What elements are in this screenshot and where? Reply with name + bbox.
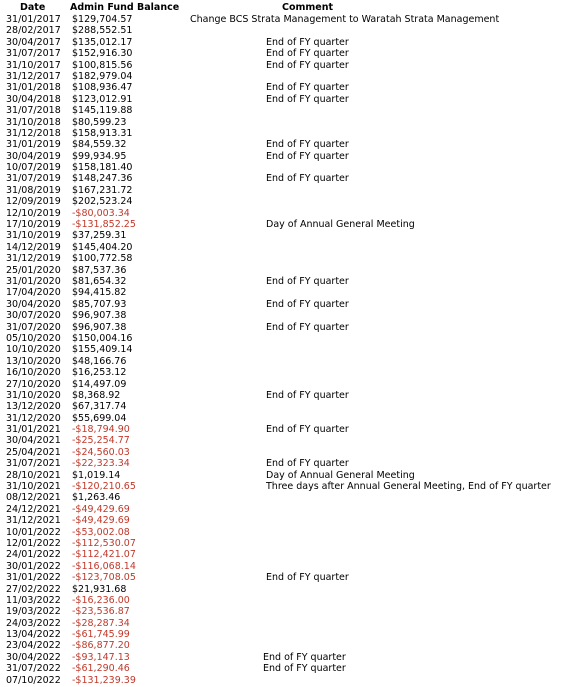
row-balance-negative: -$49,429.69 [72,515,130,527]
row-date: 10/01/2022 [6,526,61,538]
row-date: 19/03/2022 [6,606,61,618]
table-row [0,71,563,82]
row-balance-negative: -$131,852.25 [72,219,136,231]
row-balance-negative: -$53,002.08 [72,526,130,538]
row-date: 13/10/2020 [6,355,61,367]
row-comment: End of FY quarter [266,298,349,310]
row-date: 31/01/2019 [6,139,61,151]
row-date: 12/01/2022 [6,537,61,549]
table-row [0,606,563,617]
row-date: 31/01/2018 [6,82,61,94]
table-row [0,322,563,333]
table-row [0,265,563,276]
table-row [0,675,563,686]
row-balance: $148,247.36 [72,173,133,185]
row-comment: End of FY quarter [263,651,346,663]
row-balance-negative: -$112,421.07 [72,549,136,561]
row-date: 31/07/2021 [6,458,61,470]
row-date: 31/10/2020 [6,389,61,401]
row-balance-negative: -$49,429.69 [72,503,130,515]
row-balance: $55,699.04 [72,412,127,424]
table-row [0,333,563,344]
table-row [0,549,563,560]
row-comment: End of FY quarter [266,572,349,584]
table-row [0,48,563,59]
row-balance: $96,907.38 [72,321,127,333]
row-date: 10/10/2020 [6,344,61,356]
row-date: 28/10/2021 [6,469,61,481]
row-balance-negative: -$23,536.87 [72,606,130,618]
row-date: 31/12/2018 [6,127,61,139]
row-balance: $135,012.17 [72,36,133,48]
row-comment: End of FY quarter [266,93,349,105]
row-balance: $37,259.31 [72,230,127,242]
table-row [0,287,563,298]
row-date: 27/02/2022 [6,583,61,595]
table-row [0,584,563,595]
row-date: 31/08/2019 [6,184,61,196]
table-row [0,208,563,219]
row-balance-negative: -$28,287.34 [72,617,130,629]
row-date: 27/10/2020 [6,378,61,390]
row-balance: $81,654.32 [72,275,127,287]
row-date: 31/07/2019 [6,173,61,185]
row-balance-negative: -$123,708.05 [72,572,136,584]
table-row [0,424,563,435]
row-balance: $155,409.14 [72,344,133,356]
table-row [0,504,563,515]
row-comment: End of FY quarter [266,59,349,71]
row-balance-negative: -$61,745.99 [72,629,130,641]
table-row [0,527,563,538]
table-row [0,390,563,401]
table-row [0,162,563,173]
row-date: 25/04/2021 [6,446,61,458]
row-comment: End of FY quarter [266,150,349,162]
table-row [0,515,563,526]
comment-column-header: Comment [282,2,334,13]
row-balance: $16,253.12 [72,367,127,379]
row-balance: $152,916.30 [72,48,133,60]
row-comment: End of FY quarter [266,82,349,94]
table-row [0,60,563,71]
row-date: 31/12/2017 [6,70,61,82]
table-row [0,458,563,469]
row-balance: $182,979.04 [72,70,133,82]
row-balance: $96,907.38 [72,310,127,322]
row-date: 30/04/2017 [6,36,61,48]
table-row [0,37,563,48]
table-row [0,538,563,549]
row-date: 28/02/2017 [6,25,61,37]
row-balance: $80,599.23 [72,116,127,128]
table-row [0,652,563,663]
table-row [0,299,563,310]
row-date: 13/12/2020 [6,401,61,413]
row-comment: Change BCS Strata Management to Waratah Strata Management [190,14,500,25]
row-balance-negative: -$16,236.00 [72,594,130,606]
row-date: 13/04/2022 [6,629,61,641]
table-body [0,14,563,686]
row-balance: $21,931.68 [72,583,127,595]
table-row [0,185,563,196]
row-balance-negative: -$116,068.14 [72,560,136,572]
row-date: 17/04/2020 [6,287,61,299]
row-comment: End of FY quarter [266,48,349,60]
table-row [0,276,563,287]
table-row [0,447,563,458]
row-balance: $129,704.57 [72,14,133,25]
row-balance: $8,368.92 [72,389,121,401]
row-balance: $100,815.56 [72,59,133,71]
row-date: 31/01/2021 [6,424,61,436]
row-date: 31/12/2019 [6,253,61,265]
table-row [0,82,563,93]
table-row [0,196,563,207]
table-row [0,117,563,128]
row-balance: $67,317.74 [72,401,127,413]
date-column-header: Date [20,2,46,13]
table-row [0,401,563,412]
row-balance-negative: -$86,877.20 [72,640,130,652]
row-date: 31/07/2018 [6,105,61,117]
row-balance: $1,263.46 [72,492,121,504]
row-date: 16/10/2020 [6,367,61,379]
table-row [0,230,563,241]
row-date: 24/12/2021 [6,503,61,515]
table-row [0,413,563,424]
row-balance-negative: -$80,003.34 [72,207,130,219]
row-date: 31/12/2021 [6,515,61,527]
row-balance: $145,404.20 [72,241,133,253]
table-row [0,492,563,503]
row-balance: $84,559.32 [72,139,127,151]
table-row [0,367,563,378]
row-comment: End of FY quarter [266,139,349,151]
row-comment: Day of Annual General Meeting [266,469,415,481]
row-date: 24/03/2022 [6,617,61,629]
table-row [0,572,563,583]
row-balance: $123,012.91 [72,93,133,105]
table-header-row [0,2,563,14]
table-row [0,242,563,253]
row-date: 30/01/2022 [6,560,61,572]
row-balance-negative: -$112,530.07 [72,537,136,549]
table-row [0,663,563,674]
row-date: 14/12/2019 [6,241,61,253]
row-balance-negative: -$24,560.03 [72,446,130,458]
table-row [0,379,563,390]
row-date: 25/01/2020 [6,264,61,276]
row-date: 31/12/2020 [6,412,61,424]
row-balance: $1,019.14 [72,469,121,481]
row-date: 31/10/2021 [6,481,61,493]
row-comment: End of FY quarter [266,275,349,287]
row-balance: $87,537.36 [72,264,127,276]
row-balance: $202,523.24 [72,196,133,208]
table-row [0,139,563,150]
row-balance: $167,231.72 [72,184,133,196]
table-row [0,561,563,572]
table-row [0,618,563,629]
row-date: 31/07/2020 [6,321,61,333]
table-row [0,629,563,640]
table-row [0,219,563,230]
row-date: 31/01/2020 [6,275,61,287]
row-balance: $150,004.16 [72,332,133,344]
row-balance-negative: -$25,254.77 [72,435,130,447]
row-date: 30/04/2020 [6,298,61,310]
admin-fund-table [0,2,563,686]
row-balance: $14,497.09 [72,378,127,390]
row-date: 31/07/2022 [6,663,61,675]
row-comment: End of FY quarter [266,36,349,48]
row-date: 07/10/2022 [6,674,61,686]
table-row [0,94,563,105]
row-date: 30/04/2018 [6,93,61,105]
table-row [0,128,563,139]
table-row [0,105,563,116]
table-row [0,14,563,25]
table-row [0,595,563,606]
row-comment: Day of Annual General Meeting [266,219,415,231]
row-comment: End of FY quarter [263,663,346,675]
row-comment: End of FY quarter [266,424,349,436]
row-balance-negative: -$93,147.13 [72,651,130,663]
row-comment: End of FY quarter [266,458,349,470]
balance-column-header: Admin Fund Balance [70,2,180,13]
row-date: 12/09/2019 [6,196,61,208]
row-date: 31/07/2017 [6,48,61,60]
table-row [0,310,563,321]
row-balance: $108,936.47 [72,82,133,94]
row-date: 24/01/2022 [6,549,61,561]
row-comment: Three days after Annual General Meeting, End of FY quarter [266,481,551,493]
row-balance-negative: -$18,794.90 [72,424,130,436]
row-date: 30/04/2022 [6,651,61,663]
row-date: 30/07/2020 [6,310,61,322]
row-balance-negative: -$131,239.39 [72,674,136,686]
row-date: 31/01/2022 [6,572,61,584]
table-row [0,151,563,162]
row-date: 23/04/2022 [6,640,61,652]
table-row [0,470,563,481]
table-row [0,344,563,355]
row-date: 05/10/2020 [6,332,61,344]
row-balance: $145,119.88 [72,105,133,117]
row-balance-negative: -$120,210.65 [72,481,136,493]
table-row [0,356,563,367]
table-row [0,25,563,36]
table-row [0,640,563,651]
row-balance: $48,166.76 [72,355,127,367]
row-date: 12/10/2019 [6,207,61,219]
row-date: 31/10/2017 [6,59,61,71]
row-date: 30/04/2019 [6,150,61,162]
table-row [0,435,563,446]
row-balance: $94,415.82 [72,287,127,299]
row-balance: $158,913.31 [72,127,133,139]
row-date: 10/07/2019 [6,162,61,174]
row-balance: $158,181.40 [72,162,133,174]
row-balance-negative: -$61,290.46 [72,663,130,675]
row-date: 30/04/2021 [6,435,61,447]
row-comment: End of FY quarter [266,389,349,401]
row-comment: End of FY quarter [266,321,349,333]
row-balance: $100,772.58 [72,253,133,265]
row-date: 31/10/2019 [6,230,61,242]
row-date: 11/03/2022 [6,594,61,606]
table-row [0,253,563,264]
table-row [0,173,563,184]
table-row [0,481,563,492]
row-balance-negative: -$22,323.34 [72,458,130,470]
row-date: 31/01/2017 [6,14,61,25]
row-date: 08/12/2021 [6,492,61,504]
row-balance: $288,552.51 [72,25,133,37]
row-date: 31/10/2018 [6,116,61,128]
row-balance: $99,934.95 [72,150,127,162]
row-comment: End of FY quarter [266,173,349,185]
row-date: 17/10/2019 [6,219,61,231]
row-balance: $85,707.93 [72,298,127,310]
